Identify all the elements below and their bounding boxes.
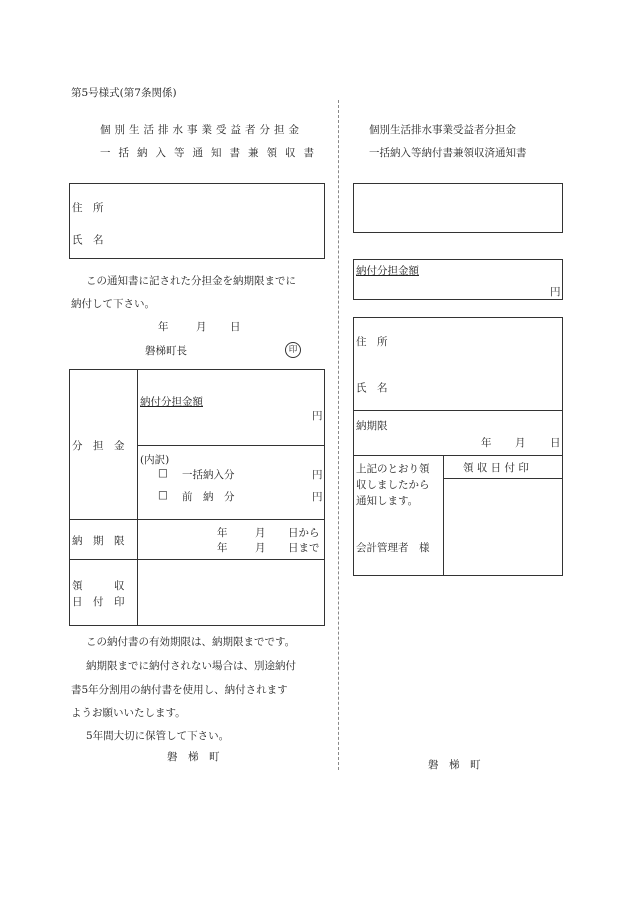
right-date-year: 年 bbox=[481, 437, 492, 449]
lump-sum-yen: 円 bbox=[312, 469, 323, 481]
until-year: 年 bbox=[217, 542, 228, 554]
left-date-day: 日 bbox=[230, 321, 241, 333]
lump-sum-checkbox[interactable]: □ bbox=[158, 467, 168, 479]
note1: この納付書の有効期限は、納期限までです。 bbox=[86, 636, 296, 648]
form-number: 第5号様式(第7条関係) bbox=[71, 87, 177, 99]
right-deadline-label: 納期限 bbox=[356, 420, 388, 432]
from-month: 月 bbox=[255, 527, 266, 539]
right-title-line2: 一括納入等納付書兼領収済通知書 bbox=[369, 147, 527, 159]
cut-line-divider bbox=[338, 100, 339, 770]
until-month: 月 bbox=[255, 542, 266, 554]
left-title-line2: 一括納入等通知書兼領収書 bbox=[100, 147, 322, 159]
left-amount-label: 納付分担金額 bbox=[140, 396, 203, 408]
received-line2: 収しましたから bbox=[356, 479, 430, 491]
prepay-checkbox[interactable]: □ bbox=[158, 489, 168, 501]
accountant-label: 会計管理者 様 bbox=[356, 542, 430, 554]
seal-icon: 印 bbox=[285, 342, 301, 358]
left-date-month: 月 bbox=[196, 321, 207, 333]
receipt-label-line1: 領 収 bbox=[72, 580, 125, 592]
right-title-line1: 個別生活排水事業受益者分担金 bbox=[369, 124, 516, 136]
from-year: 年 bbox=[217, 527, 228, 539]
right-amount-label: 納付分担金額 bbox=[356, 265, 419, 277]
lump-sum-label: 一括納入分 bbox=[182, 469, 235, 481]
breakdown-label: (内訳) bbox=[140, 454, 170, 466]
received-line3: 通知します。 bbox=[356, 495, 419, 507]
until-day-suffix: 日まで bbox=[288, 542, 320, 554]
left-notice-line2: 納付して下さい。 bbox=[71, 298, 155, 310]
left-amount-yen: 円 bbox=[312, 410, 323, 422]
right-name-label: 氏 名 bbox=[356, 382, 388, 394]
right-date-day: 日 bbox=[550, 437, 561, 449]
share-label: 分 担 金 bbox=[72, 440, 125, 452]
mayor-label: 磐梯町長 bbox=[145, 345, 187, 357]
receipt-label-line2: 日 付 印 bbox=[72, 596, 125, 608]
right-town: 磐 梯 町 bbox=[428, 759, 481, 771]
left-address-label: 住 所 bbox=[72, 202, 104, 214]
left-title-line1: 個別生活排水事業受益者分担金 bbox=[100, 124, 303, 136]
note2-line1: 納期限までに納付されない場合は、別途納付 bbox=[86, 660, 296, 672]
deadline-label: 納 期 限 bbox=[72, 535, 125, 547]
right-date-month: 月 bbox=[515, 437, 526, 449]
left-date-year: 年 bbox=[158, 321, 169, 333]
right-top-box bbox=[353, 183, 563, 233]
from-day-suffix: 日から bbox=[288, 527, 320, 539]
right-amount-yen: 円 bbox=[550, 286, 561, 298]
note2-line3: ようお願いいたします。 bbox=[71, 707, 186, 719]
right-amount-box bbox=[353, 259, 563, 300]
note3: 5年間大切に保管して下さい。 bbox=[86, 730, 230, 742]
received-line1: 上記のとおり領 bbox=[356, 463, 430, 475]
receipt-stamp-label: 領 収 日 付 印 bbox=[463, 462, 529, 474]
right-main-table bbox=[353, 317, 563, 576]
note2-line2: 書5年分割用の納付書を使用し、納付されます bbox=[71, 684, 288, 696]
left-name-label: 氏 名 bbox=[72, 234, 104, 246]
left-town: 磐 梯 町 bbox=[167, 751, 220, 763]
left-address-box bbox=[69, 183, 325, 259]
right-address-label: 住 所 bbox=[356, 336, 388, 348]
left-notice-line1: この通知書に記された分担金を納期限までに bbox=[86, 275, 296, 287]
prepay-yen: 円 bbox=[312, 491, 323, 503]
prepay-label: 前 納 分 bbox=[182, 491, 235, 503]
